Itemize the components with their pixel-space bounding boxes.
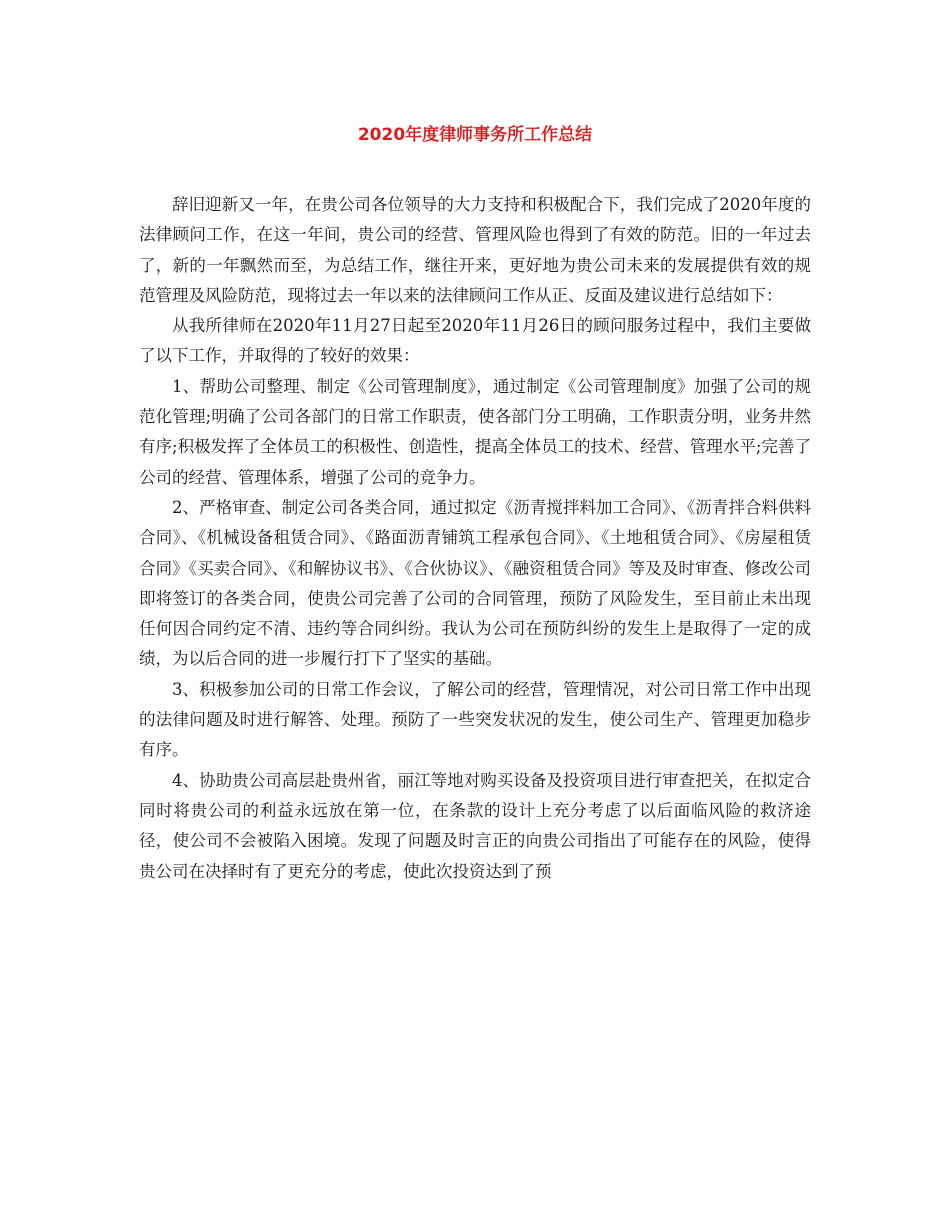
paragraph-intro: 辞旧迎新又一年，在贵公司各位领导的大力支持和积极配合下，我们完成了2020年度的法律顾问工作，在这一年间，贵公司的经营、管理风险也得到了有效的防范。旧的一年过去了，新的一年飘然而至，为总结工作，继往开来，更好地为贵公司未来的发展提供有效的规范管理及风险防范，现将过去一年以来的法律顾问工作从正、反面及建议进行总结如下：	[139, 195, 811, 305]
document-title: 2020年度律师事务所工作总结	[357, 125, 593, 145]
document-body	[139, 190, 811, 887]
paragraph-service-period: 从我所律师在2020年11月27日起至2020年11月26日的顾问服务过程中，我们主要做了以下工作，并取得的了较好的效果：	[139, 316, 811, 366]
paragraph-item-2: 2、严格审查、制定公司各类合同，通过拟定《沥青搅拌料加工合同》、《沥青拌合料供料合同》、《机械设备租赁合同》、《路面沥青铺筑工程承包合同》、《土地租赁合同》、《房屋租赁合同》《买卖合同》、《和解协议书》、《合伙协议》、《融资租赁合同》等及及时审查、修改公司即将签订的各类合同，使贵公司完善了公司的合同管理，预防了风险发生，至目前止未出现任何因合同约定不清、违约等合同纠纷。我认为公司在预防纠纷的发生上是取得了一定的成绩，为以后合同的进一步履行打下了坚实的基础。	[139, 497, 811, 669]
paragraph-item-1: 1、帮助公司整理、制定《公司管理制度》，通过制定《公司管理制度》加强了公司的规范化管理;明确了公司各部门的日常工作职责，使各部门分工明确，工作职责分明，业务井然有序;积极发挥了全体员工的积极性、创造性，提高全体员工的技术、经营、管理水平;完善了公司的经营、管理体系，增强了公司的竞争力。	[139, 376, 811, 487]
paragraph-item-4: 4、协助贵公司高层赴贵州省，丽江等地对购买设备及投资项目进行审查把关，在拟定合同时将贵公司的利益永远放在第一位，在条款的设计上充分考虑了以后面临风险的救济途径，使公司不会被陷入困境。发现了问题及时言正的向贵公司指出了可能存在的风险，使得贵公司在决择时有了更充分的考虑，使此次投资达到了预	[139, 770, 811, 881]
paragraph-item-3: 3、积极参加公司的日常工作会议，了解公司的经营，管理情况，对公司日常工作中出现的法律问题及时进行解答、处理。预防了一些突发状况的发生，使公司生产、管理更加稳步有序。	[139, 679, 811, 760]
